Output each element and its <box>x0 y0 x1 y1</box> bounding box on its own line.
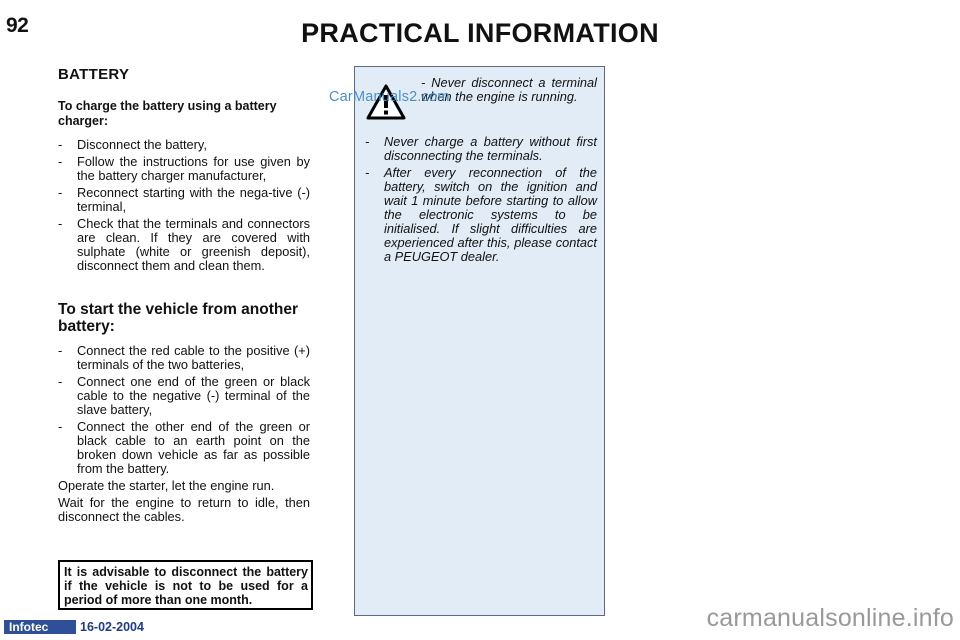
infotec-logo: Infotec <box>4 620 76 634</box>
footer-site-watermark: carmanualsonline.info <box>706 604 954 632</box>
warning-first-item: - Never disconnect a terminal when the engine is running. <box>421 75 597 104</box>
list-item: - Connect one end of the green or black cable to the negative (-) terminal of the slave battery, <box>58 375 310 417</box>
list-item: - Never charge a battery without first disconnecting the terminals. <box>365 135 597 163</box>
paragraph: Operate the starter, let the engine run. <box>58 478 275 493</box>
advisory-box: It is advisable to disconnect the battery if the vehicle is not to be used for a period of more than one month. <box>58 560 313 610</box>
warning-panel <box>329 66 605 616</box>
list-item: - Follow the instructions for use given by the battery charger manufacturer, <box>58 155 310 183</box>
list-item: - Check that the terminals and connectors are clean. If they are covered with sulphate (white or greenish deposit), disconnect them and clean them. <box>58 217 310 273</box>
page-number: 92 <box>6 14 29 37</box>
charge-steps-list <box>58 138 310 273</box>
footer-date: 16-02-2004 <box>80 620 144 634</box>
list-item: - Disconnect the battery, <box>58 138 310 152</box>
watermark: CarManuals2.com <box>329 89 450 105</box>
paragraph: Wait for the engine to return to idle, then disconnect the cables. <box>58 495 310 524</box>
warning-text: Never disconnect a terminal when the engine is running. <box>421 75 597 104</box>
warning-list <box>365 135 597 267</box>
jump-start-steps-list <box>58 344 310 476</box>
jump-start-heading: To start the vehicle from another battery: <box>58 301 299 335</box>
list-item: - Reconnect starting with the nega-tive (-) terminal, <box>58 186 310 214</box>
battery-column <box>58 66 310 527</box>
page-title: PRACTICAL INFORMATION <box>301 18 659 48</box>
section-title: BATTERY <box>58 66 130 83</box>
list-item: - Connect the other end of the green or black cable to an earth point on the broken down vehicle as far as possible from the battery. <box>58 420 310 476</box>
charge-heading: To charge the battery using a battery charger: <box>58 99 277 128</box>
list-item: - Connect the red cable to the positive (+) terminals of the two batteries, <box>58 344 310 372</box>
list-item: - After every reconnection of the battery, switch on the ignition and wait 1 minute before starting to allow the electronic systems to be initialised. If slight difficulties are experienced after this, please contact a PEUGEOT dealer. <box>365 166 597 264</box>
